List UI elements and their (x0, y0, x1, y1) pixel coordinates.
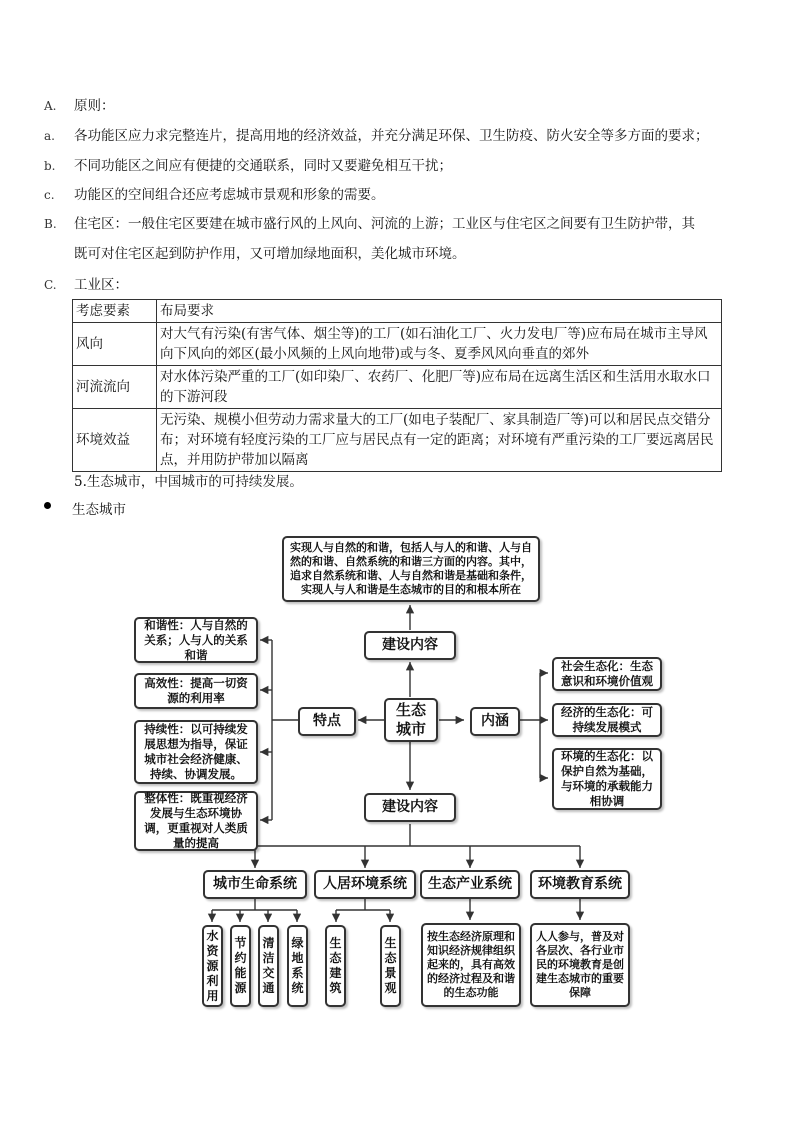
content-bottom-box (364, 793, 456, 822)
feature-box (134, 720, 258, 784)
connotation-item-box (552, 703, 662, 737)
center-box (384, 698, 438, 742)
feature-text: 和谐性：人与自然的关系；人与人的关系和谐 (144, 617, 248, 662)
heading-text: 原则： (74, 98, 115, 114)
marker: C. (44, 278, 57, 292)
feature-text: 持续性：以可持续发展思想为指导，保证城市社会经济健康、持续、协调发展。 (144, 722, 248, 781)
marker: b. (44, 159, 56, 173)
marker: a. (44, 129, 55, 143)
life-item-box (230, 925, 251, 1007)
item-text: 功能区的空间组合还应考虑城市景观和形象的需要。 (74, 187, 385, 203)
life-item-box (258, 925, 279, 1007)
section-5-text: 5.生态城市，中国城市的可持续发展。 (74, 474, 303, 490)
industry-detail-box (421, 923, 521, 1007)
feature-text: 高效性：提高一切资源的利用率 (144, 676, 248, 705)
system-box-life (203, 870, 307, 899)
education-detail-text: 人人参与，普及对各层次、各行业市民的环境教育是创建生态城市的重要保障 (536, 930, 624, 999)
industry-detail-text: 按生态经济原理和知识经济规律组织起来的，具有高效的经济过程及和谐的生态功能 (427, 930, 515, 999)
goal-note-box (282, 536, 540, 602)
feature-text: 整体性：既重视经济发展与生态环境协调，更重视对人类质量的提高 (144, 791, 248, 850)
bullet-title-text: 生态城市 (72, 502, 126, 518)
system-label: 城市生命系统 (213, 876, 297, 892)
features-box (298, 707, 356, 736)
heading-text: 工业区： (74, 277, 128, 293)
feature-box (134, 673, 258, 709)
connotation-text: 社会生态化：生态意识和环境价值观 (561, 659, 653, 688)
connotation-item-box (552, 748, 662, 810)
life-item-text: 水资源利用 (206, 928, 219, 1003)
goal-note-text: 实现人与自然的和谐，包括人与人的和谐、人与自然的和谐、自然系统的和谐三方面的内容。其中，追求自然系统和谐、人与自然和谐是基础和条件，实现人与人和谐是生态城市的目的和根本所在 (290, 541, 532, 596)
connotation-text: 环境的生态化：以保护自然为基础，与环境的承载能力相协调 (561, 749, 653, 808)
life-item-text: 清洁交通 (262, 936, 275, 995)
item-text: 各功能区应力求完整连片，提高用地的经济效益，并充分满足环保、卫生防疫、防火安全等多方面的要求； (74, 128, 709, 144)
habitat-item-box (380, 925, 401, 1007)
residential-line1: 住宅区：一般住宅区要建在城市盛行风的上风向、河流的上游；工业区与住宅区之间要有卫生防护带，其 (74, 216, 695, 232)
factor-cell: 风向 (73, 323, 157, 366)
item-text: 不同功能区之间应有便捷的交通联系，同时又要避免相互干扰； (74, 158, 452, 174)
marker: c. (44, 188, 55, 202)
marker: A. (44, 99, 57, 113)
header-cell: 考虑要素 (73, 300, 157, 323)
education-detail-box (530, 923, 630, 1007)
life-item-text: 绿地系统 (291, 936, 304, 995)
center-label: 生态城市 (395, 701, 426, 738)
requirement-cell: 无污染、规模小但劳动力需求量大的工厂(如电子装配厂、家具制造厂等)可以和居民点交错分布；对环境有轻度污染的工厂应与居民点有一定的距离；对环境有严重污染的工厂要远离居民点，并用防护带加以隔离 (157, 409, 722, 472)
factor-cell: 环境效益 (73, 409, 157, 472)
habitat-item-text: 生态景观 (384, 936, 397, 995)
life-item-text: 节约能源 (234, 936, 247, 995)
system-label: 环境教育系统 (538, 876, 622, 892)
life-item-box (202, 925, 223, 1007)
habitat-item-text: 生态建筑 (329, 936, 342, 995)
requirement-cell: 对大气有污染(有害气体、烟尘等)的工厂(如石油化工厂、火力发电厂等)应布局在城市主导风向下风向的郊区(最小风频的上风向地带)或与冬、夏季风风向垂直的郊外 (157, 323, 722, 366)
system-label: 生态产业系统 (428, 876, 512, 892)
features-label: 特点 (313, 713, 341, 729)
residential-line2: 既可对住宅区起到防护作用，又可增加绿地面积，美化城市环境。 (74, 246, 466, 262)
system-box-habitat (314, 870, 416, 899)
connotation-item-box (552, 657, 662, 691)
feature-box (134, 617, 258, 663)
content-bottom-label: 建设内容 (382, 799, 438, 815)
factor-cell: 河流流向 (73, 366, 157, 409)
system-box-education (530, 870, 630, 899)
content-top-box (364, 631, 456, 660)
marker: B. (44, 217, 57, 231)
connotation-label: 内涵 (481, 713, 509, 729)
content-top-label: 建设内容 (382, 637, 438, 653)
header-cell: 布局要求 (157, 300, 722, 323)
feature-box (134, 791, 258, 851)
requirement-cell: 对水体污染严重的工厂(如印染厂、农药厂、化肥厂等)应布局在远离生活区和生活用水取水口的下游河段 (157, 366, 722, 409)
habitat-item-box (325, 925, 346, 1007)
connotation-text: 经济的生态化：可持续发展模式 (561, 705, 653, 734)
system-label: 人居环境系统 (323, 876, 407, 892)
system-box-industry (420, 870, 520, 899)
connotation-box (470, 707, 520, 736)
life-item-box (287, 925, 308, 1007)
